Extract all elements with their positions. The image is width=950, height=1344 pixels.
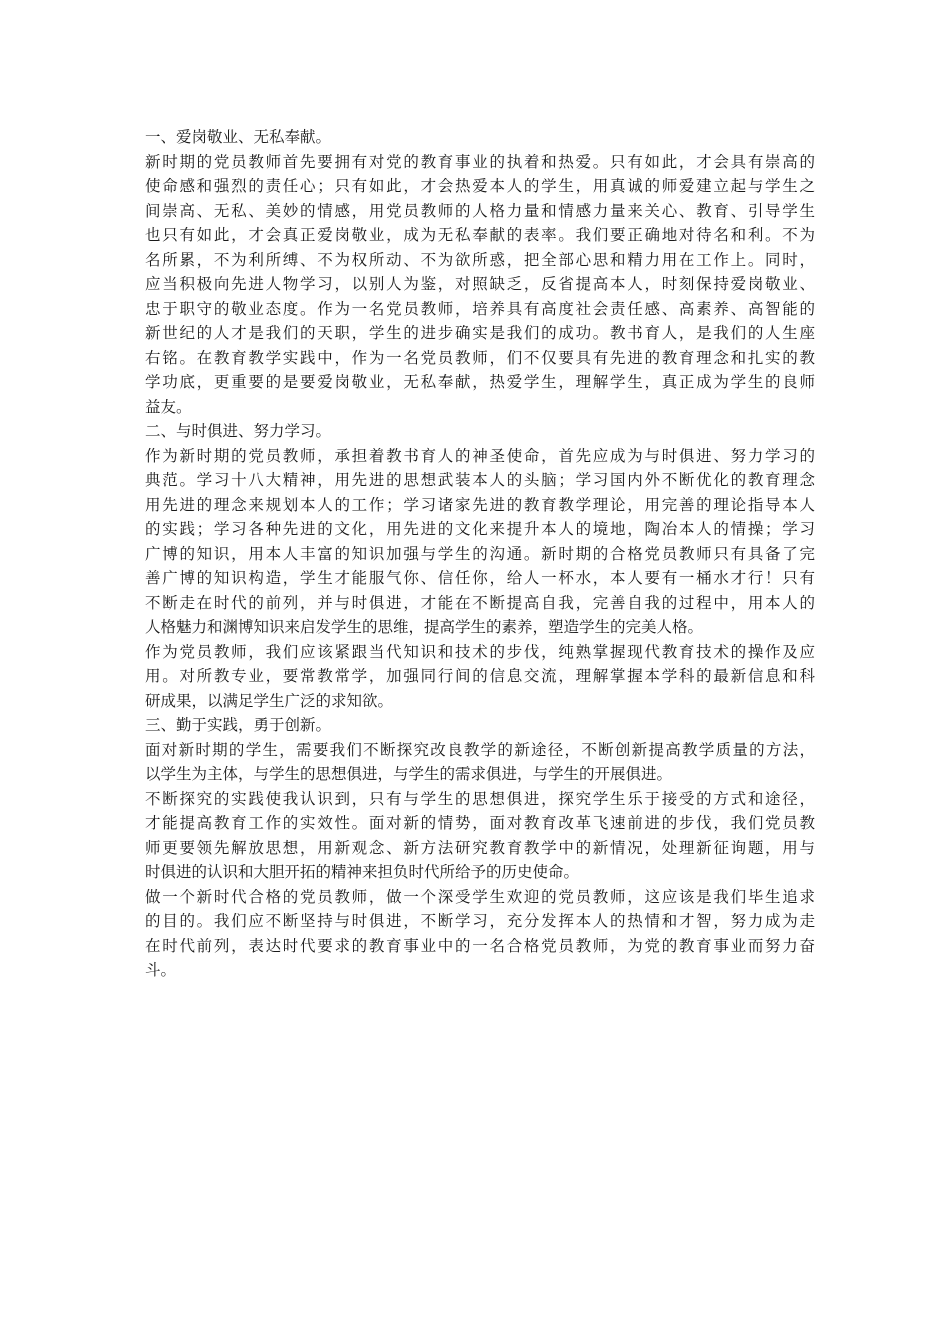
text-line: 典范。学习十八大精神，用先进的思想武装本人的头脑；学习国内外不断优化的教育理念 xyxy=(145,471,815,489)
text-line: 以学生为主体，与学生的思想俱进，与学生的需求俱进，与学生的开展俱进。 xyxy=(145,765,673,783)
text-line: 间崇高、无私、美妙的情感，用党员教师的人格力量和情感力量来关心、教育、引导学生 xyxy=(145,201,815,220)
text-line: 应当积极向先进人物学习，以别人为鉴，对照缺乏，反省提高本人，时刻保持爱岗敬业、 xyxy=(145,275,815,293)
text-line: 作为党员教师，我们应该紧跟当代知识和技术的步伐，纯熟掌握现代教育技术的操作及应 xyxy=(145,642,815,661)
text-line: 善广博的知识构造，学生才能服气你、信任你，给人一杯水，本人要有一桶水才行！只有 xyxy=(145,569,815,587)
text-line: 时俱进的认识和大胆开拓的精神来担负时代所给予的历史使命。 xyxy=(145,863,580,881)
text-line: 新时期的党员教师首先要拥有对党的教育事业的执着和热爱。只有如此，才会具有崇高的 xyxy=(145,152,815,171)
text-line: 忠于职守的敬业态度。作为一名党员教师，培养具有高度社会责任感、高素养、高智能的 xyxy=(145,299,815,318)
text-line: 师更要领先解放思想，用新观念、新方法研究教育教学中的新情况，处理新征询题，用与 xyxy=(145,838,815,857)
text-line: 三、勤于实践，勇于创新。 xyxy=(145,716,332,734)
text-line: 学功底，更重要的是要爱岗敬业，无私奉献，热爱学生，理解学生，真正成为学生的良师 xyxy=(145,373,815,391)
text-line: 也只有如此，才会真正爱岗敬业，成为无私奉献的表率。我们要正确地对待名和利。不为 xyxy=(145,226,815,244)
text-line: 的实践；学习各种先进的文化，用先进的文化来提升本人的境地，陶冶本人的情操；学习 xyxy=(145,520,815,538)
text-line: 新世纪的人才是我们的天职，学生的进步确实是我们的成功。教书育人，是我们的人生座 xyxy=(145,324,815,342)
text-line: 益友。 xyxy=(145,397,192,416)
text-line: 一、爱岗敬业、无私奉献。 xyxy=(145,128,332,146)
text-line: 作为新时期的党员教师，承担着教书育人的神圣使命，首先应成为与时俱进、努力学习的 xyxy=(145,446,815,465)
document-body xyxy=(145,125,815,983)
text-line: 不断走在时代的前列，并与时俱进，才能在不断提高自我，完善自我的过程中，用本人的 xyxy=(145,593,815,612)
text-line: 用先进的理念来规划本人的工作；学习诸家先进的教育教学理论，用完善的理论指导本人 xyxy=(145,495,815,514)
text-line: 研成果，以满足学生广泛的求知欲。 xyxy=(145,691,394,710)
text-line: 人格魅力和渊博知识来启发学生的思维，提高学生的素养，塑造学生的完美人格。 xyxy=(145,618,704,636)
text-line: 用。对所教专业，要常教常学，加强同行间的信息交流，理解掌握本学科的最新信息和科 xyxy=(145,667,815,685)
text-line: 二、与时俱进、努力学习。 xyxy=(145,422,332,440)
text-line: 不断探究的实践使我认识到，只有与学生的思想俱进，探究学生乐于接受的方式和途径， xyxy=(145,789,815,808)
text-line: 的目的。我们应不断坚持与时俱进，不断学习，充分发挥本人的热情和才智，努力成为走 xyxy=(145,912,815,930)
text-line: 才能提高教育工作的实效性。面对新的情势，面对教育改革飞速前进的步伐，我们党员教 xyxy=(145,814,815,832)
text-line: 斗。 xyxy=(145,961,177,979)
text-line: 广博的知识，用本人丰富的知识加强与学生的沟通。新时期的合格党员教师只有具备了完 xyxy=(145,544,815,563)
text-line: 使命感和强烈的责任心；只有如此，才会热爱本人的学生，用真诚的师爱建立起与学生之 xyxy=(145,177,815,195)
text-line: 在时代前列，表达时代要求的教育事业中的一名合格党员教师，为党的教育事业而努力奋 xyxy=(145,936,815,955)
text-line: 名所累，不为利所缚、不为权所动、不为欲所惑，把全部心思和精力用在工作上。同时， xyxy=(145,250,815,269)
text-line: 右铭。在教育教学实践中，作为一名党员教师，们不仅要具有先进的教育理念和扎实的教 xyxy=(145,348,815,367)
text-line: 做一个新时代合格的党员教师，做一个深受学生欢迎的党员教师，这应该是我们毕生追求 xyxy=(145,887,815,906)
text-line: 面对新时期的学生，需要我们不断探究改良教学的新途径，不断创新提高教学质量的方法， xyxy=(145,740,815,759)
